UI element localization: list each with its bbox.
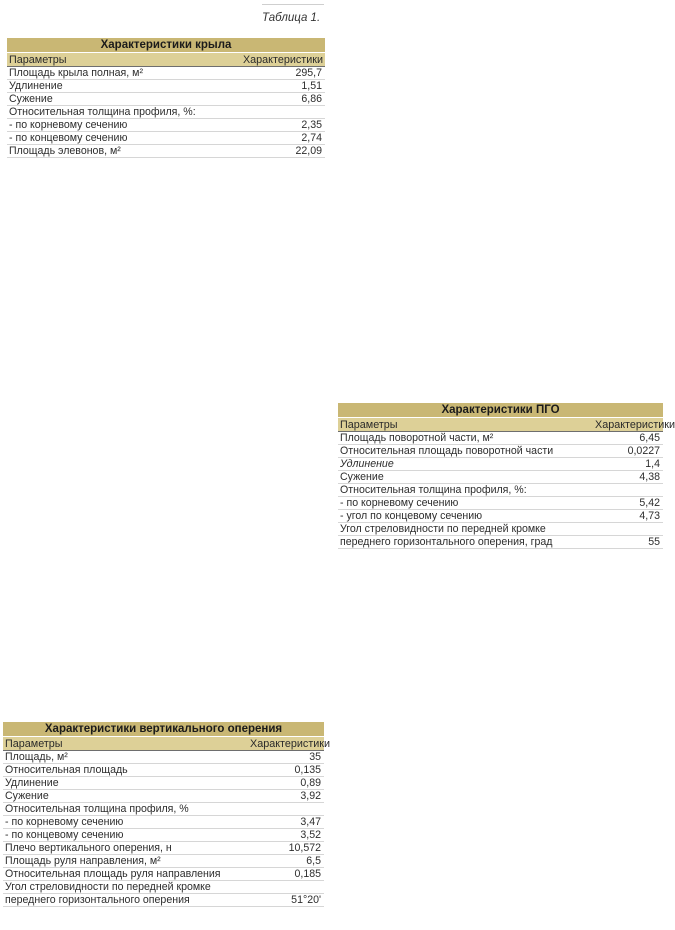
row-value: 3,92 bbox=[248, 790, 324, 803]
row-value: 0,0227 bbox=[593, 445, 663, 458]
wing-characteristics-table bbox=[7, 38, 325, 158]
table-row bbox=[7, 132, 325, 145]
vert-header-param: Параметры bbox=[3, 737, 248, 751]
table-row bbox=[3, 777, 324, 790]
table-row bbox=[338, 536, 663, 549]
table-row bbox=[7, 67, 325, 80]
row-value: 1,4 bbox=[593, 458, 663, 471]
row-param: Площадь руля направления, м² bbox=[3, 855, 248, 868]
row-value: 6,45 bbox=[593, 432, 663, 445]
row-value: 10,572 bbox=[248, 842, 324, 855]
table-row bbox=[3, 855, 324, 868]
pgo-table-title: Характеристики ПГО bbox=[338, 403, 663, 418]
table-row bbox=[338, 458, 663, 471]
table-row bbox=[3, 881, 324, 894]
row-param: - по концевому сечению bbox=[7, 132, 237, 145]
table-row bbox=[338, 484, 663, 497]
row-value bbox=[248, 803, 324, 816]
row-param: Относительная площадь руля направления bbox=[3, 868, 248, 881]
row-param: Удлинение bbox=[338, 458, 593, 471]
table-row bbox=[7, 106, 325, 119]
caption-rule bbox=[262, 4, 324, 5]
row-value: 0,185 bbox=[248, 868, 324, 881]
row-param: - по корневому сечению bbox=[338, 497, 593, 510]
row-param: - по корневому сечению bbox=[3, 816, 248, 829]
table-row bbox=[3, 894, 324, 907]
row-value: 0,89 bbox=[248, 777, 324, 790]
table-row bbox=[3, 842, 324, 855]
row-value: 51°20' bbox=[248, 894, 324, 907]
row-value: 6,5 bbox=[248, 855, 324, 868]
row-value: 5,42 bbox=[593, 497, 663, 510]
pgo-header-value: Характеристики bbox=[595, 418, 675, 431]
row-param: Сужение bbox=[3, 790, 248, 803]
row-param: Площадь крыла полная, м² bbox=[7, 67, 237, 80]
row-value: 6,86 bbox=[237, 93, 325, 106]
row-value bbox=[593, 484, 663, 497]
vert-table-title: Характеристики вертикального оперения bbox=[3, 722, 324, 737]
row-param: Относительная толщина профиля, % bbox=[3, 803, 248, 816]
row-value: 4,73 bbox=[593, 510, 663, 523]
row-param: Угол стреловидности по передней кромке bbox=[338, 523, 593, 536]
row-param: Сужение bbox=[7, 93, 237, 106]
table-row bbox=[338, 445, 663, 458]
table-row bbox=[7, 93, 325, 106]
row-param: Относительная толщина профиля, %: bbox=[7, 106, 237, 119]
table-row bbox=[3, 868, 324, 881]
table-row bbox=[338, 471, 663, 484]
row-param: переднего горизонтального оперения, град bbox=[338, 536, 593, 549]
row-param: Относительная площадь bbox=[3, 764, 248, 777]
table-row bbox=[3, 816, 324, 829]
row-value: 22,09 bbox=[237, 145, 325, 158]
table-row bbox=[3, 829, 324, 842]
row-value: 4,38 bbox=[593, 471, 663, 484]
row-param: переднего горизонтального оперения bbox=[3, 894, 248, 907]
pgo-characteristics-table bbox=[338, 403, 675, 549]
row-value: 3,52 bbox=[248, 829, 324, 842]
table-row bbox=[338, 432, 663, 445]
table-row bbox=[338, 523, 663, 536]
row-param: - угол по концевому сечению bbox=[338, 510, 593, 523]
wing-table-title: Характеристики крыла bbox=[7, 38, 325, 53]
row-value: 55 bbox=[593, 536, 663, 549]
row-param: Удлинение bbox=[7, 80, 237, 93]
row-value: 35 bbox=[248, 751, 324, 764]
row-param: Сужение bbox=[338, 471, 593, 484]
vert-header-value: Характеристики bbox=[250, 737, 331, 750]
table-row bbox=[7, 145, 325, 158]
table-row bbox=[3, 764, 324, 777]
row-param: Относительная толщина профиля, %: bbox=[338, 484, 593, 497]
row-value: 3,47 bbox=[248, 816, 324, 829]
row-param: Относительная площадь поворотной части bbox=[338, 445, 593, 458]
pgo-header-param: Параметры bbox=[338, 418, 593, 432]
row-param: - по корневому сечению bbox=[7, 119, 237, 132]
table-row bbox=[3, 751, 324, 764]
table-row bbox=[338, 510, 663, 523]
table-caption: Таблица 1. bbox=[262, 12, 321, 24]
row-value bbox=[593, 523, 663, 536]
row-param: Площадь поворотной части, м² bbox=[338, 432, 593, 445]
row-param: - по концевому сечению bbox=[3, 829, 248, 842]
wing-header-param: Параметры bbox=[7, 53, 237, 67]
vertical-tail-characteristics-table bbox=[3, 722, 331, 907]
table-row bbox=[3, 790, 324, 803]
row-value bbox=[237, 106, 325, 119]
table-row bbox=[338, 497, 663, 510]
row-value: 1,51 bbox=[237, 80, 325, 93]
row-param: Площадь элевонов, м² bbox=[7, 145, 237, 158]
row-param: Удлинение bbox=[3, 777, 248, 790]
row-value: 0,135 bbox=[248, 764, 324, 777]
table-row bbox=[3, 803, 324, 816]
row-value bbox=[248, 881, 324, 894]
row-value: 295,7 bbox=[237, 67, 325, 80]
row-param: Плечо вертикального оперения, н bbox=[3, 842, 248, 855]
row-value: 2,74 bbox=[237, 132, 325, 145]
table-row bbox=[7, 119, 325, 132]
row-value: 2,35 bbox=[237, 119, 325, 132]
table-row bbox=[7, 80, 325, 93]
row-param: Угол стреловидности по передней кромке bbox=[3, 881, 248, 894]
wing-header-value: Характеристики bbox=[237, 53, 325, 67]
row-param: Площадь, м² bbox=[3, 751, 248, 764]
